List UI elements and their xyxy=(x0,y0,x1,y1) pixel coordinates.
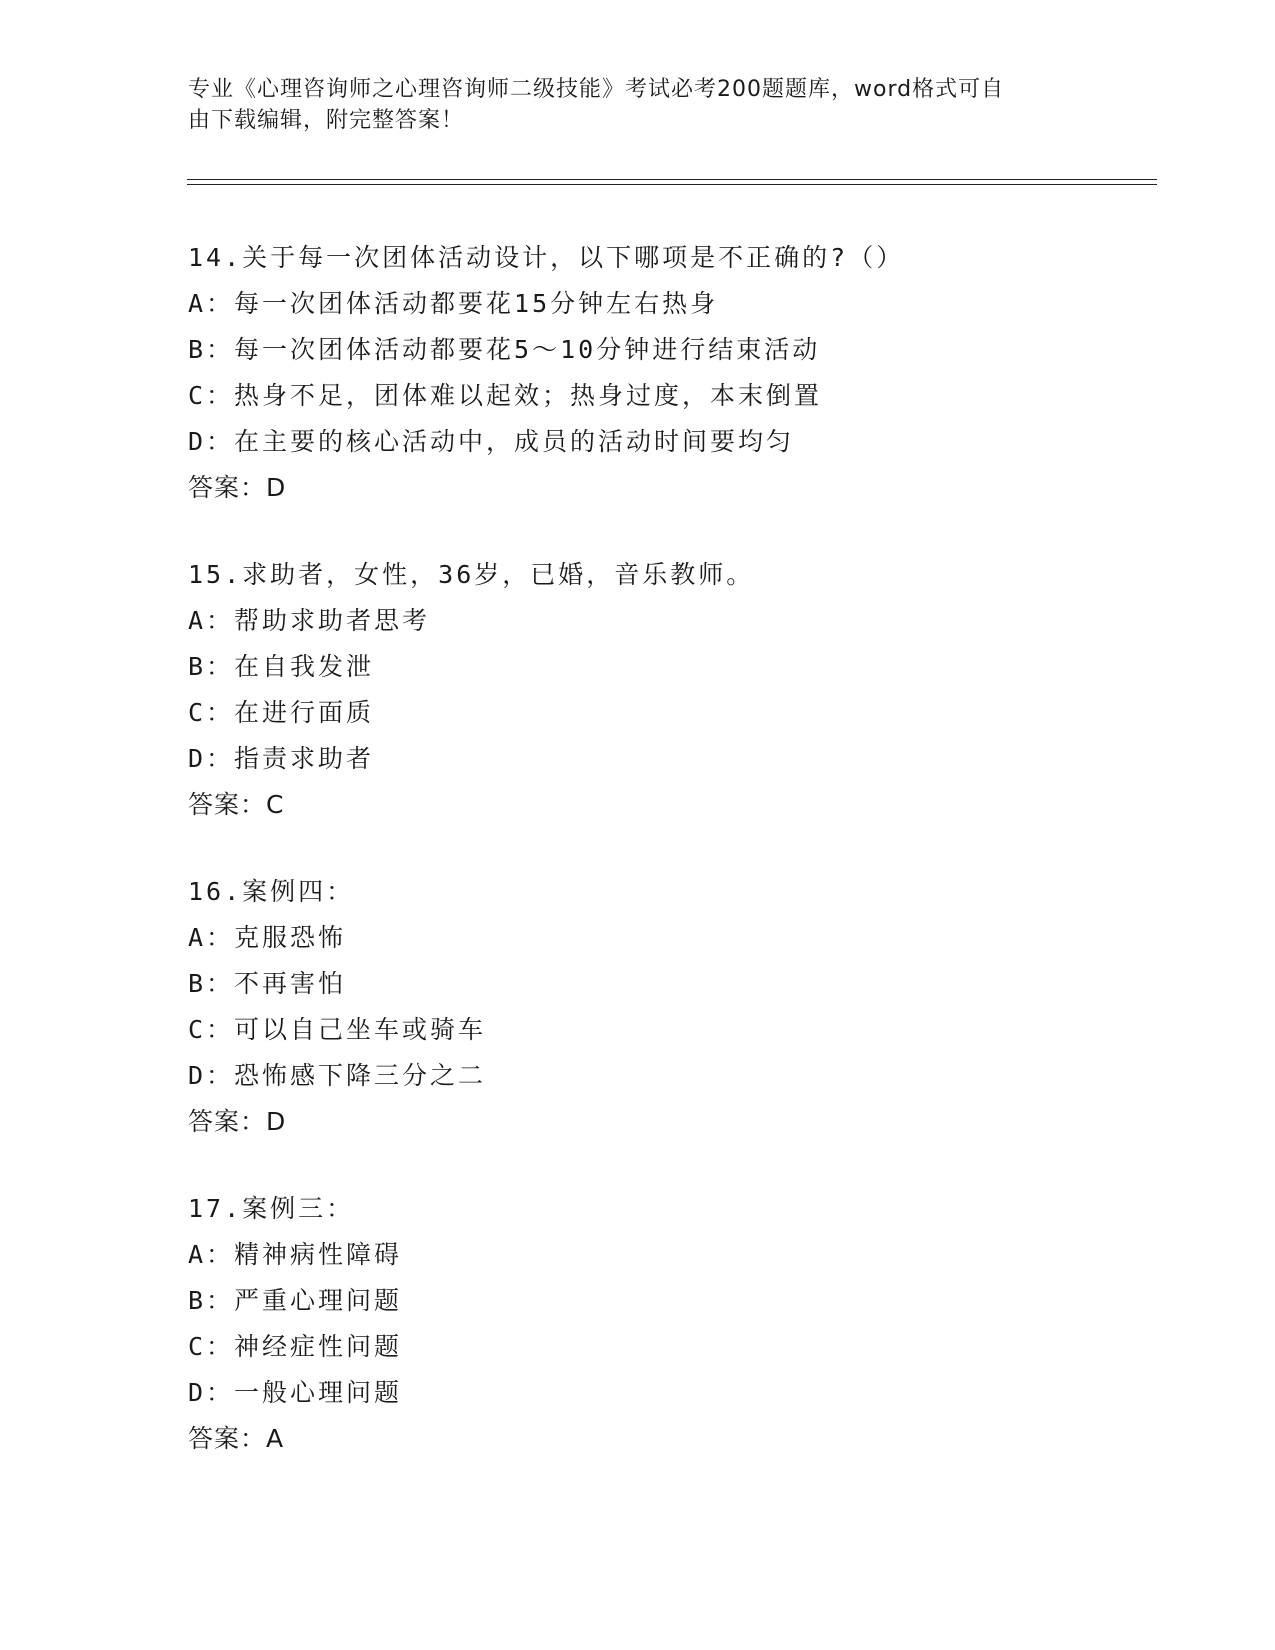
question-stem: 16.案例四： xyxy=(188,877,355,906)
question-14 xyxy=(188,235,1148,511)
option-c: C：神经症性问题 xyxy=(188,1332,403,1361)
header-divider-bottom xyxy=(187,184,1157,185)
answer-line: 答案：D xyxy=(188,1107,287,1136)
option-d: D：恐怖感下降三分之二 xyxy=(188,1061,487,1090)
question-17 xyxy=(188,1186,1148,1462)
option-c: C：在进行面质 xyxy=(188,698,375,727)
option-b: B：严重心理问题 xyxy=(188,1286,403,1315)
document-header xyxy=(188,74,1088,136)
question-16 xyxy=(188,869,1148,1145)
header-line-1: 专业《心理咨询师之心理咨询师二级技能》考试必考200题题库，word格式可自 xyxy=(188,77,1005,102)
question-stem: 17.案例三： xyxy=(188,1194,355,1223)
question-list xyxy=(188,235,1148,1503)
option-b: B：在自我发泄 xyxy=(188,652,375,681)
option-b: B：每一次团体活动都要花5～10分钟进行结束活动 xyxy=(188,335,821,364)
header-divider-top xyxy=(187,179,1157,180)
option-c: C：热身不足，团体难以起效；热身过度，本末倒置 xyxy=(188,381,823,410)
answer-line: 答案：C xyxy=(188,790,285,819)
answer-line: 答案：D xyxy=(188,473,287,502)
option-d: D：一般心理问题 xyxy=(188,1378,403,1407)
answer-line: 答案：A xyxy=(188,1424,285,1453)
option-a: A：每一次团体活动都要花15分钟左右热身 xyxy=(188,289,719,318)
option-c: C：可以自己坐车或骑车 xyxy=(188,1015,487,1044)
question-stem: 15.求助者，女性，36岁，已婚，音乐教师。 xyxy=(188,560,755,589)
option-a: A：帮助求助者思考 xyxy=(188,606,431,635)
question-stem: 14.关于每一次团体活动设计，以下哪项是不正确的?（） xyxy=(188,243,905,272)
option-a: A：精神病性障碍 xyxy=(188,1240,403,1269)
option-d: D：指责求助者 xyxy=(188,744,375,773)
question-15 xyxy=(188,552,1148,828)
option-d: D：在主要的核心活动中，成员的活动时间要均匀 xyxy=(188,427,795,456)
option-a: A：克服恐怖 xyxy=(188,923,347,952)
option-b: B：不再害怕 xyxy=(188,969,347,998)
header-line-2: 由下载编辑，附完整答案！ xyxy=(188,108,465,133)
